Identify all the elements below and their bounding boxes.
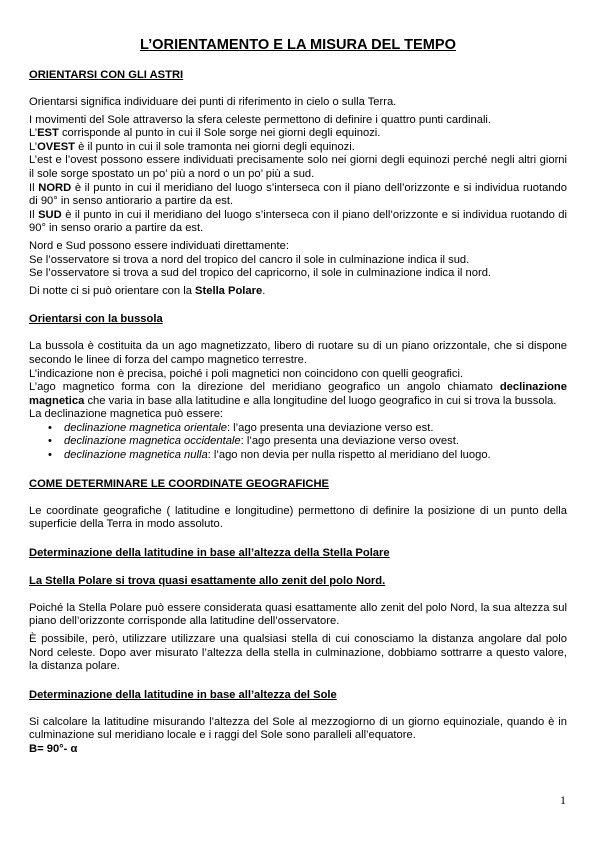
declinazione-list bbox=[29, 422, 567, 463]
est-prefix: L’ bbox=[29, 127, 38, 140]
bullet-icon: • bbox=[48, 435, 52, 448]
section-heading-bussola: Orientarsi con la bussola bbox=[29, 313, 163, 326]
nord-text: è il punto in cui il meridiano del luogo s’interseca con il piano dell’orizzonte e si individua ruotando di 90° in senso antiorario a partire da est. bbox=[29, 181, 567, 208]
list-item-term: declinazione magnetica nulla bbox=[64, 449, 208, 462]
section-heading-coordinate: COME DETERMINARE LE COORDINATE GEOGRAFICHE bbox=[29, 477, 329, 490]
paragraph-est-ovest-equinozi: L’est e l’ovest possono essere individuati precisamente solo nei giorni degli equinozi perché negli altri giorni il sole sorge spostato un po’ più a nord o un po’ più a sud. bbox=[29, 154, 567, 180]
paragraph-nord-sud-direttamente: Nord e Sud possono essere individuati direttamente: bbox=[29, 239, 289, 252]
ovest-term: OVEST bbox=[37, 140, 76, 153]
est-term: EST bbox=[37, 127, 59, 140]
list-item bbox=[29, 449, 567, 463]
bullet-icon: • bbox=[48, 449, 52, 462]
section-heading-latitudine-stella: Determinazione della latitudine in base all’altezza della Stella Polare bbox=[29, 546, 390, 559]
list-item-desc: : l’ago non devia per nulla rispetto al meridiano del luogo. bbox=[207, 449, 491, 462]
subheading-stella-polare-zenit: La Stella Polare si trova quasi esattamente allo zenit del polo Nord. bbox=[29, 574, 386, 587]
formula: B= 90°- α bbox=[29, 743, 78, 755]
list-item-term: declinazione magnetica orientale bbox=[64, 421, 227, 434]
section-heading-astri: ORIENTARSI CON GLI ASTRI bbox=[29, 69, 184, 81]
list-item-desc: : l’ago presenta una deviazione verso est. bbox=[226, 421, 434, 434]
page-content bbox=[29, 36, 567, 757]
bullet-icon: • bbox=[48, 421, 52, 434]
nord-term: NORD bbox=[38, 181, 72, 194]
stella-polare-prefix: Di notte ci si può orientare con la bbox=[29, 284, 196, 297]
paragraph-orientarsi: Orientarsi significa individuare dei punti di riferimento in cielo o sulla Terra. bbox=[29, 96, 397, 108]
nord-prefix: Il bbox=[29, 181, 39, 194]
sud-text: è il punto in cui il meridiano del luogo s’interseca con il piano dell’orizzonte e si individua ruotando di 90° in senso orario a partire da est. bbox=[29, 208, 568, 235]
paragraph-ovest bbox=[29, 141, 567, 155]
paragraph-bussola-descrizione: La bussola è costituita da un ago magnetizzato, libero di ruotare su di un piano orizzontale, che si dispone secondo le linee di forza del campo magnetico terrestre. bbox=[29, 340, 567, 366]
sud-prefix: Il bbox=[29, 208, 39, 221]
sud-term: SUD bbox=[38, 208, 62, 221]
paragraph-nord bbox=[29, 182, 567, 209]
paragraph-coordinate: Le coordinate geografiche ( latitudine e longitudine) permettono di definire la posizione di un punto della superficie della Terra in modo assoluto. bbox=[29, 504, 567, 531]
stella-polare-term: Stella Polare bbox=[195, 284, 263, 297]
list-item bbox=[29, 422, 567, 436]
est-text: corrisponde al punto in cui il Sole sorge nei giorni degli equinozi. bbox=[58, 127, 381, 140]
paragraph-sud bbox=[29, 209, 567, 236]
ovest-prefix: L’ bbox=[29, 140, 38, 153]
ovest-text: è il punto in cui il sole tramonta nei giorni degli equinozi. bbox=[75, 140, 355, 153]
declinazione-text: che varia in base alla latitudine e alla longitudine del luogo geografico in cui si trova la bussola. bbox=[84, 394, 557, 407]
list-item bbox=[29, 435, 567, 449]
list-item-term: declinazione magnetica occidentale bbox=[64, 435, 241, 448]
stella-polare-suffix: . bbox=[262, 284, 266, 297]
list-item-desc: : l’ago presenta una deviazione verso ovest. bbox=[240, 435, 459, 448]
page-title: L’ORIENTAMENTO E LA MISURA DEL TEMPO bbox=[140, 37, 456, 53]
declinazione-term: declinazione magnetica bbox=[29, 381, 567, 407]
paragraph-declinazione-tipi: La declinazione magnetica può essere: bbox=[29, 408, 224, 421]
declinazione-prefix: L’ago magnetico forma con la direzione del meridiano geografico un angolo chiamato bbox=[29, 381, 500, 394]
section-heading-latitudine-sole: Determinazione della latitudine in base all’altezza del Sole bbox=[29, 688, 337, 701]
paragraph-indicazione: L’indicazione non è precisa, poiché i poli magnetici non coincidono con quelli geografici. bbox=[29, 367, 464, 380]
paragraph-tropico-cancro: Se l’osservatore si trova a nord del tropico del cancro il sole in culminazione indica il sud. bbox=[29, 253, 470, 266]
paragraph-declinazione bbox=[29, 381, 567, 408]
paragraph-qualsiasi-stella: È possibile, però, utilizzare utilizzare una qualsiasi stella di cui conosciamo la distanza angolare dal polo Nord celeste. Dopo aver misurato l’altezza della stella in culminazione, dobbiamo sottrarre a questo valore, la distanza polare. bbox=[29, 633, 567, 673]
paragraph-movimenti-sole: I movimenti del Sole attraverso la sfera celeste permettono di definire i quattro punti cardinali. bbox=[29, 113, 492, 126]
paragraph-est bbox=[29, 127, 567, 141]
paragraph-tropico-capricorno: Se l’osservatore si trova a sud del tropico del capricorno, il sole in culminazione indica il nord. bbox=[29, 267, 492, 280]
paragraph-stella-polare-altezza: Poiché la Stella Polare può essere considerata quasi esattamente allo zenit del polo Nord, la sua altezza sul piano dell’orizzonte corrisponde alla latitudine dell’osservatore. bbox=[29, 601, 567, 628]
page-number: 1 bbox=[560, 793, 566, 807]
paragraph-stella-polare bbox=[29, 285, 567, 299]
paragraph-altezza-sole: Si calcolare la latitudine misurando l’altezza del Sole al mezzogiorno di un giorno equinoziale, quando è in culminazione sul meridiano locale e i raggi del Sole sono paralleli all’equatore. bbox=[29, 715, 567, 742]
